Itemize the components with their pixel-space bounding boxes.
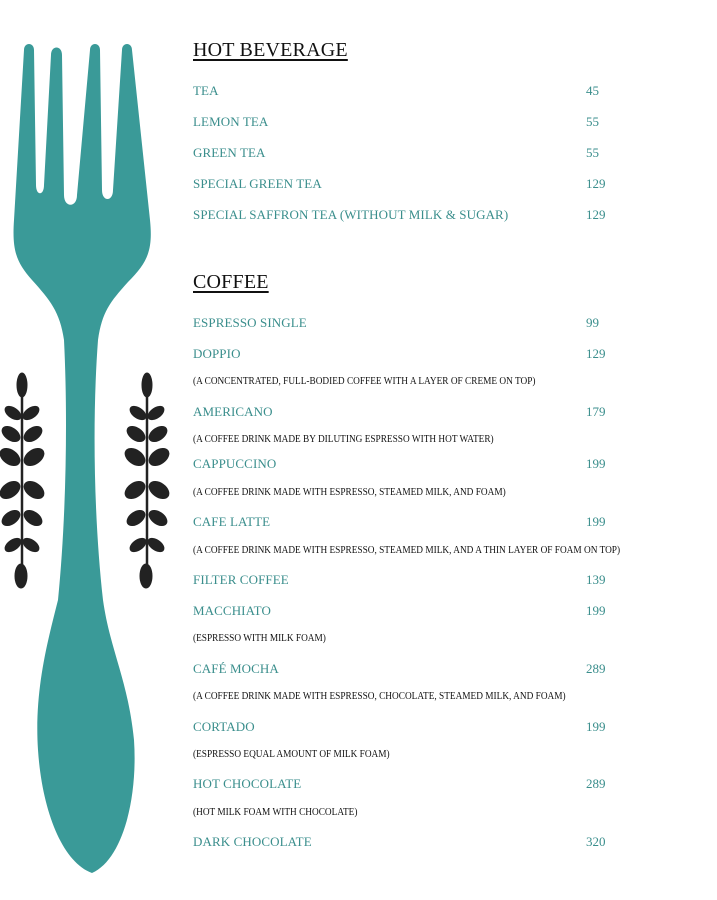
item-price: 139 (586, 572, 606, 587)
item-price: 199 (586, 514, 606, 529)
item-price: 289 (586, 776, 606, 791)
item-name: FILTER COFFEE (193, 572, 289, 587)
section-title-coffee: COFFEE (193, 271, 269, 293)
item-price: 199 (586, 719, 606, 734)
menu-item-tea (193, 83, 613, 101)
item-name: SPECIAL SAFFRON TEA (WITHOUT MILK & SUGAR) (193, 207, 509, 222)
item-price: 129 (586, 176, 606, 191)
menu-item-green-tea (193, 145, 613, 163)
item-name: CAFÉ MOCHA (193, 661, 279, 676)
menu-item-espresso-single (193, 315, 613, 333)
menu-item-americano (193, 404, 613, 422)
menu-item-doppio (193, 346, 613, 364)
menu-item-cafe-latte (193, 514, 613, 532)
item-description-cortado: (ESPRESSO EQUAL AMOUNT OF MILK FOAM) (193, 749, 390, 760)
menu-item-cortado (193, 719, 613, 737)
item-name: HOT CHOCOLATE (193, 776, 302, 791)
item-description-hot-chocolate: (HOT MILK FOAM WITH CHOCOLATE) (193, 807, 358, 818)
menu-item-dark-chocolate (193, 834, 613, 852)
leaf-branch-icon-left (0, 373, 47, 588)
item-price: 199 (586, 603, 606, 618)
item-description-americano: (A COFFEE DRINK MADE BY DILUTING ESPRESSO WITH HOT WATER) (193, 434, 494, 445)
item-description-cafe-latte: (A COFFEE DRINK MADE WITH ESPRESSO, STEAMED MILK, AND A THIN LAYER OF FOAM ON TOP) (193, 545, 621, 556)
item-name: CORTADO (193, 719, 255, 734)
item-price: 289 (586, 661, 606, 676)
item-price: 99 (586, 315, 599, 330)
menu-item-cafe-mocha (193, 661, 613, 679)
item-name: DARK CHOCOLATE (193, 834, 312, 849)
item-price: 55 (586, 114, 599, 129)
menu-item-macchiato (193, 603, 613, 621)
item-price: 129 (586, 346, 606, 361)
illustration (0, 0, 180, 900)
item-price: 199 (586, 456, 606, 471)
item-name: GREEN TEA (193, 145, 266, 160)
item-name: AMERICANO (193, 404, 273, 419)
item-price: 45 (586, 83, 599, 98)
item-name: CAPPUCCINO (193, 456, 277, 471)
menu-item-cappuccino (193, 456, 613, 474)
item-name: CAFE LATTE (193, 514, 271, 529)
item-name: SPECIAL GREEN TEA (193, 176, 322, 191)
item-name: MACCHIATO (193, 603, 271, 618)
menu-item-filter-coffee (193, 572, 613, 590)
item-name: DOPPIO (193, 346, 241, 361)
menu-item-hot-chocolate (193, 776, 613, 794)
section-title-hot-beverage: HOT BEVERAGE (193, 39, 348, 61)
leaf-branch-icon-right (122, 373, 172, 588)
menu-item-special-saffron-tea (193, 207, 613, 225)
item-name: TEA (193, 83, 219, 98)
item-description-cappuccino: (A COFFEE DRINK MADE WITH ESPRESSO, STEAMED MILK, AND FOAM) (193, 487, 506, 498)
item-price: 55 (586, 145, 599, 160)
item-price: 179 (586, 404, 606, 419)
item-description-cafe-mocha: (A COFFEE DRINK MADE WITH ESPRESSO, CHOCOLATE, STEAMED MILK, AND FOAM) (193, 691, 566, 702)
item-name: ESPRESSO SINGLE (193, 315, 307, 330)
menu-item-lemon-tea (193, 114, 613, 132)
item-price: 320 (586, 834, 606, 849)
item-price: 129 (586, 207, 606, 222)
item-description-macchiato: (ESPRESSO WITH MILK FOAM) (193, 633, 326, 644)
menu-item-special-green-tea (193, 176, 613, 194)
item-description-doppio: (A CONCENTRATED, FULL-BODIED COFFEE WITH A LAYER OF CREME ON TOP) (193, 376, 536, 387)
item-name: LEMON TEA (193, 114, 269, 129)
